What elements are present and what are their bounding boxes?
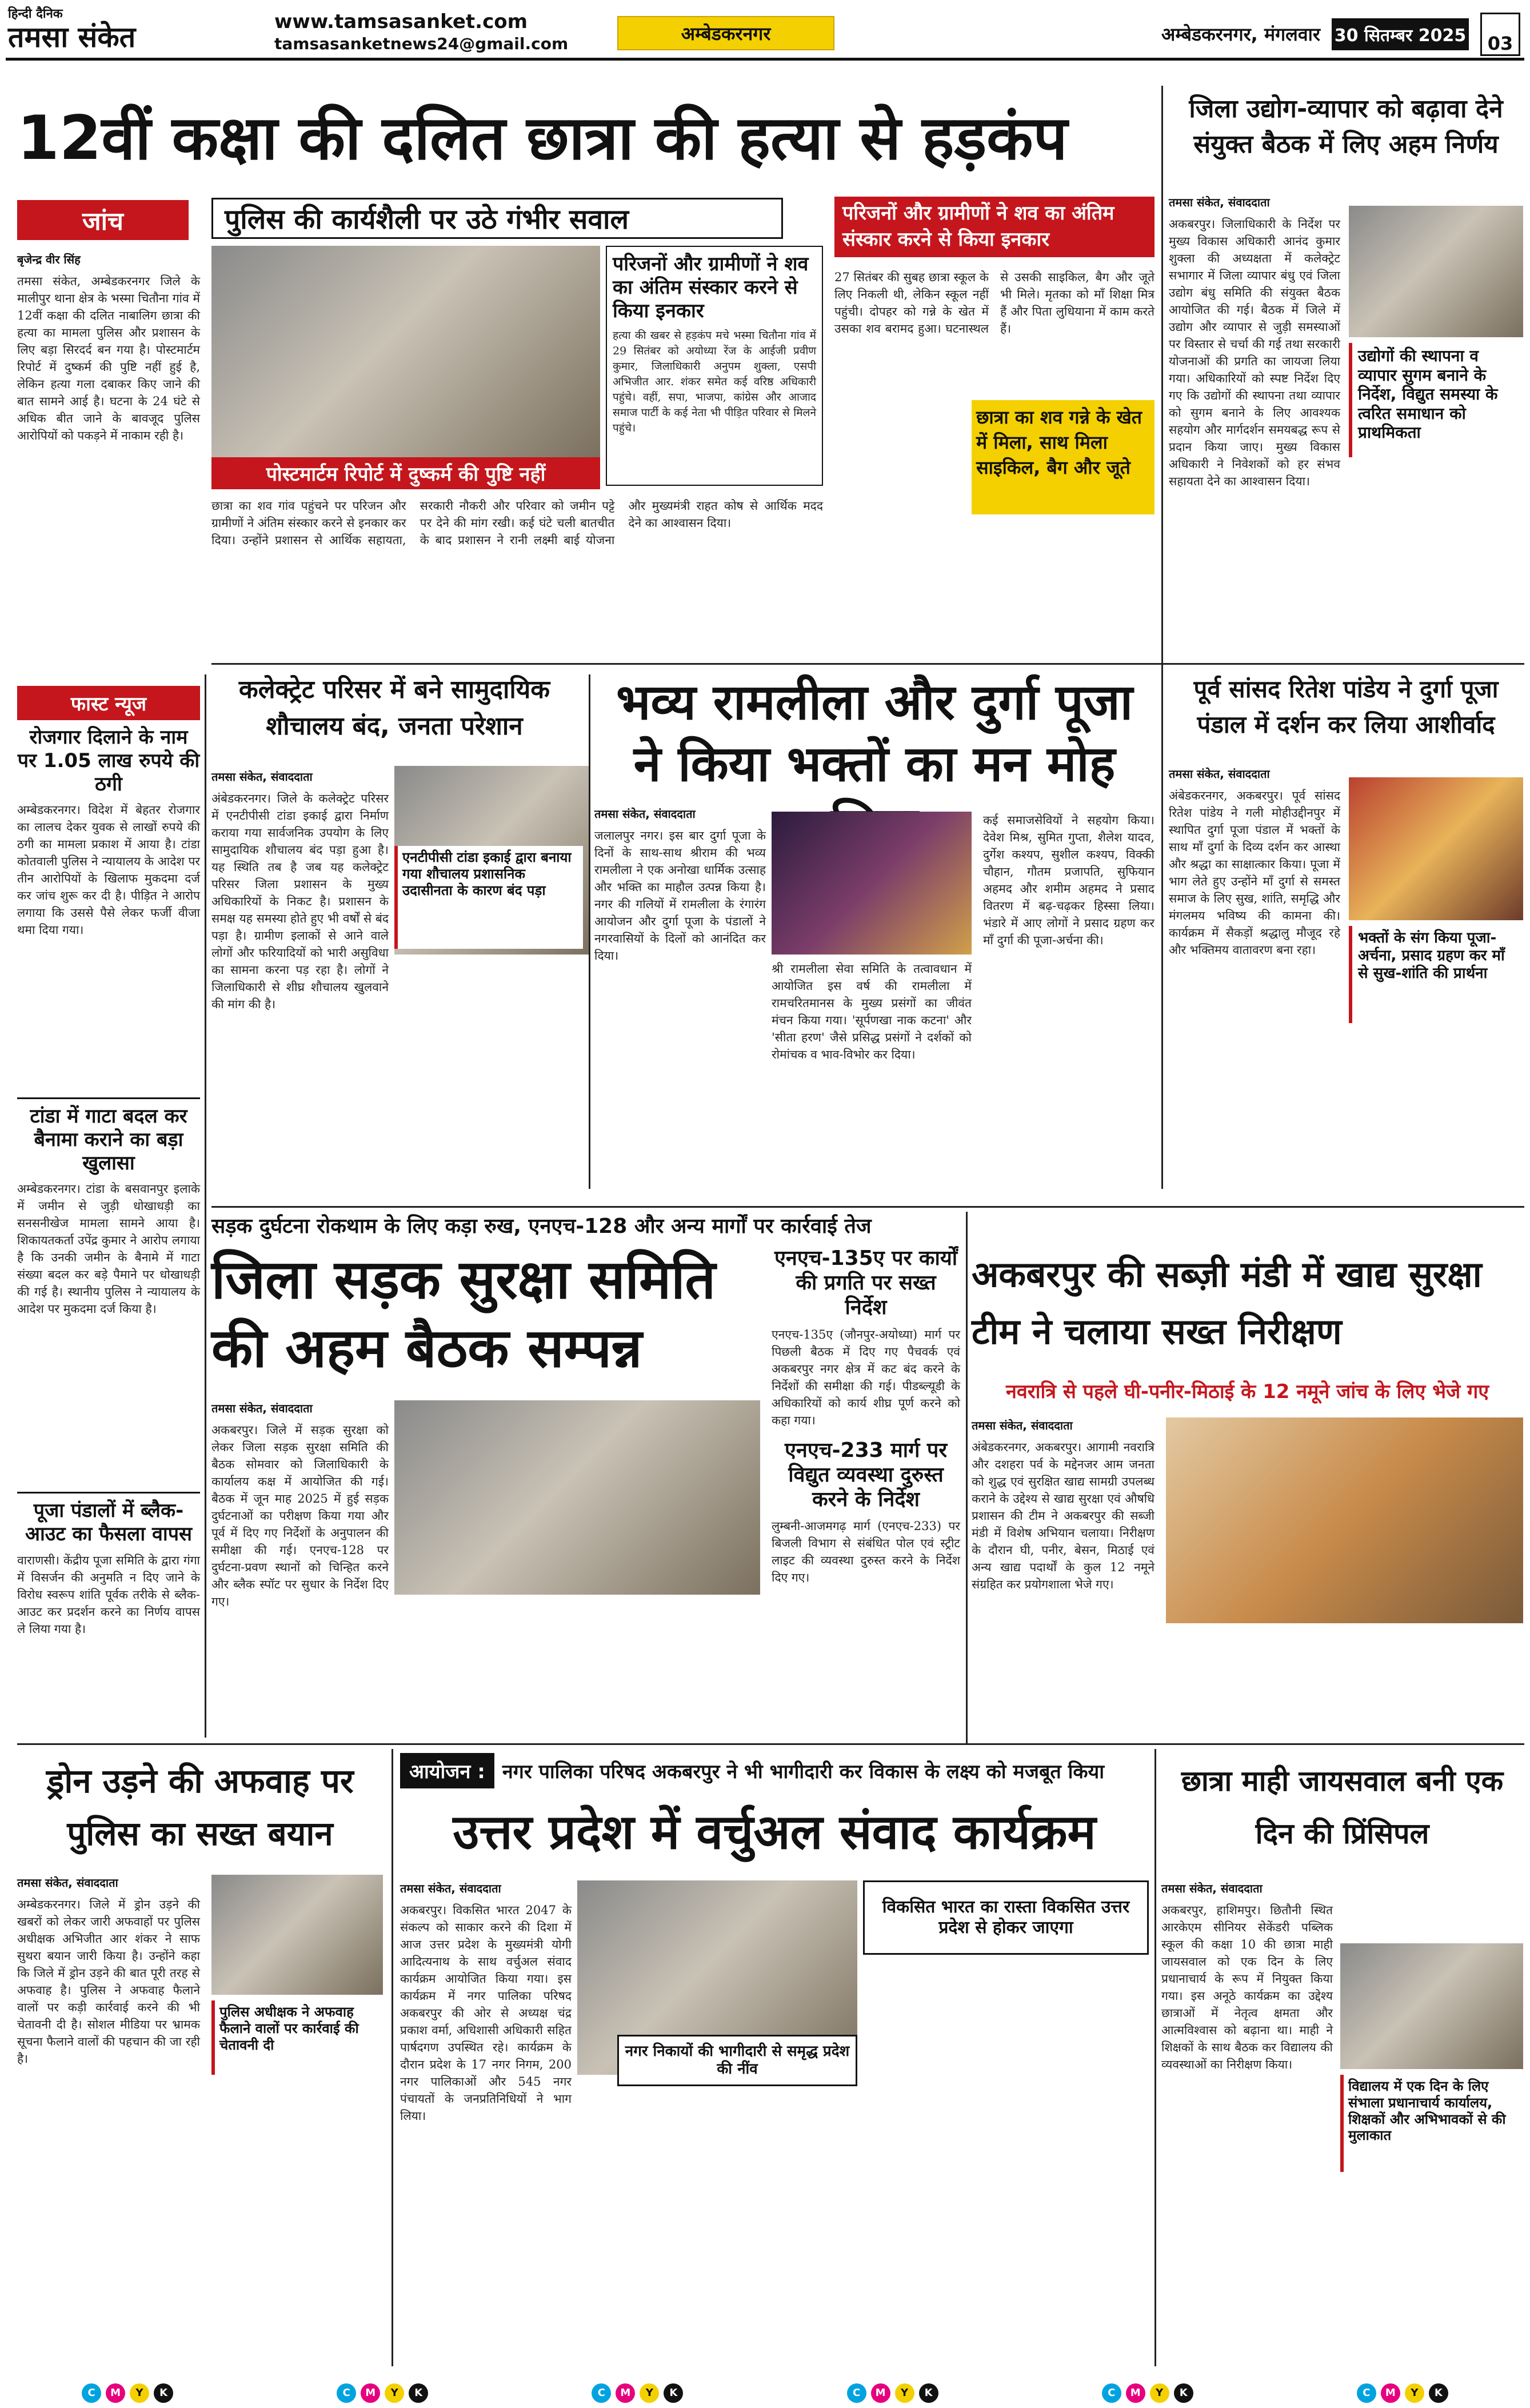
ritesh-body — [1169, 766, 1340, 1200]
footer-print-marks — [0, 2378, 1530, 2408]
road-byline: तमसा संकेत, संवाददाता — [211, 1401, 313, 1415]
cmyk-mark: C M Y K — [337, 2383, 428, 2403]
paper-logo — [8, 5, 259, 57]
fast-news-item1-head: रोजगार दिलाने के नाम पर 1.05 लाख रुपये की ठगी — [17, 726, 200, 796]
lead-yellow-head-text: छात्रा का शव गन्ने के खेत में मिला, साथ मिला साइकिल, बैग और जूते — [976, 406, 1142, 478]
section-text: अम्बेडकरनगर — [681, 22, 771, 45]
principal-caption-text: विद्यालय में एक दिन के लिए संभाला प्रधानाचार्य कार्यालय, शिक्षकों और अभिभावकों से की मुलाकात — [1348, 2078, 1506, 2144]
lead-photo-caption — [211, 457, 600, 489]
fast-news-item3-head: पूजा पंडालों में ब्लैक-आउट का फैसला वापस — [25, 1499, 192, 1546]
road-body — [211, 1400, 389, 1732]
lead-tag — [17, 200, 189, 240]
mandi-byline: तमसा संकेत, संवाददाता — [972, 1419, 1073, 1432]
lead-col1-text: तमसा संकेत, अम्बेडकरनगर जिले के मालीपुर थाना क्षेत्र के भस्मा चितौना गांव में 12वीं कक्षा की दलित नाबालिग छात्रा की हत्या का मामला पुलिस और प्रशासन के लिए बड़ा सिरदर्द बन गया है। पोस्टमार्टम रिपोर्ट में दुष्कर्म की पुष्टि नहीं हुई है, लेकिन हत्या गला दबाकर किए जाने की बात सामने आई है। घटना के 24 घंटे से अधिक बीत जाने के बावजूद पुलिस आरोपियों को पकड़ने में नाकाम रही है। — [17, 274, 200, 442]
lead-photo-main — [211, 246, 600, 457]
ramleela-byline: तमसा संकेत, संवाददाता — [594, 807, 696, 821]
lead-col4-text: 27 सितंबर की सुबह छात्रा स्कूल के लिए निकली थी, लेकिन स्कूल नहीं पहुंची। दोपहर को गन्ने के खेत में उसका शव बरामद हुआ। घटनास्थल से उसकी साइकिल, बैग और जूते भी मिले। मृतका को माँ शिक्षा मित्र हैं और पिता लुधियाना में काम करते हैं। — [834, 270, 1155, 336]
lead-yellow-head — [972, 400, 1155, 514]
fast-news-item1 — [17, 726, 200, 1092]
toilet-headline: कलेक्ट्रेट परिसर में बने सामुदायिक शौचालय बंद, जनता परेशान — [238, 675, 550, 741]
ritesh-caption-text: भक्तों के संग किया पूजा-अर्चना, प्रसाद ग्रहण कर माँ से सुख-शांति की प्रार्थना — [1358, 929, 1505, 983]
road-side2-text: लुम्बनी-आजमगढ़ मार्ग (एनएच-233) पर बिजली विभाग से संबंधित पोल एवं स्ट्रीट लाइट की व्यवस्था दुरुस्त करने के निर्देश दिए गए। — [772, 1519, 960, 1585]
virtual-photo-caption-text: नगर निकायों की भागीदारी से समृद्ध प्रदेश की नींव — [625, 2042, 850, 2078]
road-side1-head: एनएच-135ए पर कार्यों की प्रगति पर सख्त निर्देश — [774, 1247, 958, 1320]
virtual-box — [863, 1880, 1149, 1955]
principal-photo — [1340, 1943, 1523, 2069]
mandi-headline: अकबरपुर की सब्ज़ी मंडी में खाद्य सुरक्षा टीम ने चलाया सख्त निरीक्षण — [972, 1253, 1482, 1352]
divider-vertical-ramleela — [589, 674, 590, 1189]
ramleela-text2: श्री रामलीला सेवा समिति के तत्वावधान में आयोजित इस वर्ष की रामलीला में रामचरितमानस के मुख्य प्रसंगों का जीवंत मंचन किया गया। 'सूर्पणखा नाक कटना' और 'सीता हरण' जैसे प्रसिद्ध प्रसंगों ने दर्शकों को रोमांचक व भाव-विभोर कर दिया। — [772, 962, 972, 1061]
fast-news-label — [17, 686, 200, 720]
virtual-photo-caption — [617, 2035, 857, 2086]
industry-text: अकबरपुर। जिलाधिकारी के निर्देश पर मुख्य विकास अधिकारी आनंद कुमार शुक्ला की अध्यक्षता में कलेक्ट्रेट सभागार में जिला व्यापार बंधु एवं जिला उद्योग बंधु समिति की संयुक्त बैठक आयोजित की गई। बैठक में जिले में उद्योग और व्यापार से जुड़ी समस्याओं पर विस्तार से चर्चा की गई तथा सरकारी योजनाओं की प्रगति का जायजा लिया गया। अधिकारियों को स्पष्ट निर्देश दिए गए कि उद्योगों की स्थापना तथा व्यापार को सुगम बनाने के लिए आवश्यक सहयोग और मार्गदर्शन समयबद्ध रूप से प्रदान किया जाए। मुख्य विकास अधिकारी ने निवेशकों को हर संभव सहायता देने का आश्वासन दिया। — [1169, 217, 1340, 488]
divider-vertical-ritesh — [1161, 674, 1163, 1189]
lead-headline: 12वीं कक्षा की दलित छात्रा की हत्या से हड़कंप — [17, 103, 1068, 173]
lead-side-red-head — [834, 197, 1155, 257]
virtual-banner-label: आयोजन : — [400, 1753, 494, 1788]
road-headline: जिला सड़क सुरक्षा समिति की अहम बैठक सम्पन्न — [211, 1249, 716, 1380]
mandi-photo — [1166, 1417, 1523, 1623]
principal-caption — [1340, 2075, 1523, 2172]
virtual-headline: उत्तर प्रदेश में वर्चुअल संवाद कार्यक्रम — [453, 1804, 1096, 1860]
cmyk-mark: C M Y K — [592, 2383, 683, 2403]
industry-byline: तमसा संकेत, संवाददाता — [1169, 195, 1270, 209]
drone-headline: ड्रोन उड़ने की अफवाह पर पुलिस का सख्त बयान — [46, 1762, 354, 1853]
date-text: 30 सितम्बर 2025 — [1334, 25, 1467, 46]
industry-caption-text: उद्योगों की स्थापना व व्यापार सुगम बनाने के निर्देश, विद्युत समस्या के त्वरित समाधान को प्राथमिकता — [1358, 346, 1498, 442]
fast-news-label-text: फास्ट न्यूज — [70, 693, 147, 716]
cmyk-mark: C M Y K — [1357, 2383, 1448, 2403]
ritesh-text: अंबेडकरनगर, अकबरपुर। पूर्व सांसद रितेश पांडेय ने गली मोहीउद्दीनपुर में स्थापित दुर्गा पूजा पंडाल में भक्तों के साथ माँ दुर्गा के दिव्य दर्शन कर आस्था और श्रद्धा का साक्षात्कार किया। पूजा में भाग लेते हुए उन्होंने माँ दुर्गा से समस्त समाज के लिए सुख, शांति, समृद्धि और मंगलमय भविष्य की कामना की। कार्यक्रम में सैकड़ों श्रद्धालु मौजूद रहे और भक्तिमय वातावरण बना रहा। — [1169, 789, 1340, 957]
divider-vertical-principal — [1155, 1749, 1156, 2366]
ramleela-body1 — [594, 806, 766, 1200]
page-number-text: 03 — [1487, 33, 1513, 54]
masthead — [6, 3, 1524, 61]
fast-news-item2 — [17, 1097, 200, 1486]
drone-body — [17, 1875, 200, 2366]
paper-name: तमसा संकेत — [8, 21, 136, 54]
virtual-box-head: विकसित भारत का रास्ता विकसित उत्तर प्रदेश से होकर जाएगा — [882, 1897, 1130, 1938]
cmyk-mark: C M Y K — [847, 2383, 938, 2403]
lead-side-red-head-text: परिजनों और ग्रामीणों ने शव का अंतिम संस्कार करने से किया इनकार — [842, 202, 1114, 251]
fast-news-item1-text: अम्बेडकरनगर। विदेश में बेहतर रोजगार का लालच देकर युवक से लाखों रुपये की ठगी का मामला प्रकाश में आया है। टांडा कोतवाली पुलिस ने न्यायालय के आदेश पर तीन आरोपियों के खिलाफ मुकदमा दर्ज कर जांच शुरू कर दी है। पीड़ित ने आरोप लगाया कि उससे पैसे लेकर फर्जी वीजा थमा दिया गया। — [17, 803, 200, 937]
industry-caption — [1349, 343, 1523, 457]
virtual-byline: तमसा संकेत, संवाददाता — [400, 1882, 501, 1895]
lead-inner-head: परिजनों और ग्रामीणों ने शव का अंतिम संस्कार करने से किया इनकार — [613, 253, 809, 322]
lead-subhead-text: पुलिस की कार्यशैली पर उठे गंभीर सवाल — [225, 203, 629, 235]
drone-photo — [211, 1875, 383, 1995]
ritesh-photo — [1349, 777, 1523, 920]
mandi-subhead: नवरात्रि से पहले घी-पनीर-मिठाई के 12 नमूने जांच के लिए भेजे गए — [1005, 1380, 1489, 1403]
divider-vertical-left — [205, 674, 206, 1738]
fast-news-item2-head: टांडा में गाटा बदल कर बैनामा कराने का बड़ा खुलासा — [30, 1105, 187, 1175]
road-side2-head: एनएच-233 मार्ग पर विद्युत व्यवस्था दुरुस्त करने के निर्देश — [784, 1438, 948, 1511]
page-number — [1480, 13, 1520, 56]
divider-horizontal-1 — [211, 663, 1524, 665]
lead-col3-text: छात्रा का शव गांव पहुंचने पर परिजन और ग्रामीणों ने अंतिम संस्कार करने से इनकार कर दिया। उन्होंने प्रशासन से आर्थिक सहायता, सरकारी नौकरी और परिवार को जमीन पट्टे पर देने की मांग रखी। कई घंटे चली बातचीत के बाद प्रशासन ने रानी लक्ष्मी बाई योजना और मुख्यमंत्री राहत कोष से आर्थिक मदद देने का आश्वासन दिया। — [211, 499, 823, 547]
place-day: अम्बेडकरनगर, मंगलवार — [1161, 23, 1320, 45]
cmyk-mark: C M Y K — [1102, 2383, 1193, 2403]
virtual-body — [400, 1880, 572, 2366]
date-badge — [1332, 18, 1469, 50]
toilet-caption — [394, 846, 583, 949]
ramleela-text3: कई समाजसेवियों ने सहयोग किया। देवेश मिश्र, सुमित गुप्ता, शैलेश यादव, दुर्गेश कश्यप, सुशील कश्यप, विक्की चौहान, गौतम प्रजापति, सुफियान अहमद और शमीम अहमद ने प्रसाद वितरण में बढ़-चढ़कर हिस्सा लिया। भंडारे में आए लोगों ने प्रसाद ग्रहण कर माँ दुर्गा की पूजा-अर्चना की। — [983, 813, 1155, 947]
principal-byline: तमसा संकेत, संवाददाता — [1161, 1882, 1263, 1895]
principal-text: अकबरपुर, हाशिमपुर। छितौनी स्थित आरकेएम सीनियर सेकेंडरी पब्लिक स्कूल की कक्षा 10 की छात्रा माही जायसवाल को एक दिन के लिए प्रधानाचार्य के रूप में नियुक्त किया गया। इस अनूठे कार्यक्रम का उद्देश्य छात्राओं में नेतृत्व क्षमता और आत्मविश्वास को बढ़ाना था। माही ने शिक्षकों के साथ बैठक कर विद्यालय की व्यवस्थाओं का निरीक्षण किया। — [1161, 1903, 1333, 2071]
lead-byline: बृजेन्द्र वीर सिंह — [17, 253, 81, 266]
lead-col2-text: हत्या की खबर से हड़कंप मचे भस्मा चितौना गांव में 29 सितंबर को अयोध्या रेंज के आईजी प्रवीण कुमार, जिलाधिकारी अनुपम शुक्ला, एसपी अभिजीत आर. शंकर समेत कई वरिष्ठ अधिकारी पहुंचे। वहीं, सपा, भाजपा, कांग्रेस और आजाद समाज पार्टी के कई नेता भी पीड़ित परिवार से मिलने पहुंचे। — [613, 329, 816, 435]
toilet-byline: तमसा संकेत, संवाददाता — [211, 770, 313, 784]
divider-vertical-mandi — [966, 1212, 968, 1743]
virtual-banner — [400, 1752, 1149, 1789]
ramleela-headline: भव्य रामलीला और दुर्गा पूजा ने किया भक्तों का मन मोह — [616, 674, 1133, 793]
website-text: www.tamsasanket.com — [274, 10, 528, 33]
lead-photo-caption-text: पोस्टमार्टम रिपोर्ट में दुष्कर्म की पुष्टि नहीं — [266, 463, 546, 486]
fast-news-item3 — [17, 1492, 200, 1732]
lead-inner-box — [606, 246, 823, 486]
road-photo — [394, 1400, 760, 1595]
email-text: tamsasanketnews24@gmail.com — [274, 34, 569, 53]
ramleela-photo — [772, 812, 972, 955]
divider-horizontal-2 — [211, 1206, 1524, 1208]
road-kicker: सड़क दुर्घटना रोकथाम के लिए कड़ा रुख, एनएच-128 और अन्य मार्गों पर कार्रवाई तेज — [211, 1215, 872, 1238]
lead-subhead — [211, 198, 783, 239]
lead-tag-text: जांच — [82, 207, 123, 236]
drone-caption-text: पुलिस अधीक्षक ने अफवाह फैलाने वालों पर कार्रवाई की चेतावनी दी — [219, 2004, 359, 2053]
paper-small-title: हिन्दी दैनिक — [8, 7, 63, 21]
cmyk-mark: C M Y K — [82, 2383, 173, 2403]
drone-caption — [211, 2000, 383, 2075]
virtual-banner-text: नगर पालिका परिषद अकबरपुर ने भी भागीदारी कर विकास के लक्ष्य को मजबूत किया — [502, 1760, 1105, 1783]
fast-news-item2-text: अम्बेडकरनगर। टांडा के बसवानपुर इलाके में जमीन से जुड़ी धोखाधड़ी का सनसनीखेज मामला सामने आया है। शिकायतकर्ता उपेंद्र कुमार ने आरोप लगाया है कि उनकी जमीन के बैनामे में गाटा संख्या बदल कर बड़े पैमाने पर धोखाधड़ी की गई है। स्थानीय पुलिस ने न्यायालय के आदेश पर मुकदमा दर्ज किया है। — [17, 1182, 200, 1316]
road-text: अकबरपुर। जिले में सड़क सुरक्षा को लेकर जिला सड़क सुरक्षा समिति की बैठक सोमवार को जिलाधिकारी के कार्यालय कक्ष में आयोजित की गई। बैठक में जून माह 2025 में हुई सड़क दुर्घटनाओं का परीक्षण किया गया और पूर्व में दिए गए निर्देशों के अनुपालन की समीक्षा की गई। एनएच-128 पर दुर्घटना-प्रवण स्थानों को चिन्हित करने और ब्लैक स्पॉट पर सुधार के निर्देश दिए गए। — [211, 1423, 389, 1608]
industry-headline: जिला उद्योग-व्यापार को बढ़ावा देने संयुक्त बैठक में लिए अहम निर्णय — [1189, 94, 1503, 159]
ritesh-caption — [1349, 926, 1523, 1023]
toilet-text: अंबेडकरनगर। जिले के कलेक्ट्रेट परिसर में एनटीपीसी टांडा इकाई द्वारा निर्माण कराया गया सार्वजनिक उपयोग के लिए सामुदायिक शौचालय बंद पड़ा हुआ है। यह स्थिति तब है जब यह कलेक्ट्रेट परिसर जिला प्रशासन के मुख्य अधिकारियों के निकट है। प्रशासन के समक्ष यह समस्या होते हुए भी वर्षों से बंद पड़ा है। ग्रामीण इलाकों से आने वाले लोगों और फरियादियों को भारी असुविधा का सामना करना पड़ रहा है। लोगों ने जिलाधिकारी से शीघ्र शौचालय खुलवाने की मांग की है। — [211, 792, 389, 1011]
road-mid-box — [772, 1246, 960, 1732]
contact-info — [274, 10, 594, 58]
drone-text: अम्बेडकरनगर। जिले में ड्रोन उड़ने की खबरों को लेकर जारी अफवाहों पर पुलिस अधीक्षक अभिजीत आर शंकर ने साफ सुथरा बयान जारी किया है। उन्होंने कहा कि जिले में ड्रोन उड़ने की बात पूरी तरह से अफवाह है। पुलिस ने अफवाह फैलाने वालों पर कड़ी कार्रवाई करने की भी चेतावनी दी है। सोशल मीडिया पर भ्रामक सूचना फैलाने वालों की पहचान की जा रही है। — [17, 1898, 200, 2066]
road-side1-text: एनएच-135ए (जौनपुर-अयोध्या) मार्ग पर पिछली बैठक में दिए गए पैचवर्क एवं अकबरपुर नगर क्षेत्र में कट बंद करने के निर्देशों की समीक्षा की गई। पीडब्ल्यूडी के अधिकारियों को कार्य शीघ्र पूर्ण करने को कहा गया। — [772, 1327, 960, 1427]
divider-vertical-virtual — [392, 1749, 393, 2366]
mandi-body — [972, 1417, 1155, 1738]
section-label — [617, 16, 834, 50]
virtual-text: अकबरपुर। विकसित भारत 2047 के संकल्प को साकार करने की दिशा में आज उत्तर प्रदेश के मुख्यमंत्री योगी आदित्यनाथ के साथ वर्चुअल संवाद कार्यक्रम आयोजित किया गया। इस कार्यक्रम में नगर पालिका परिषद अकबरपुर की ओर से अध्यक्ष चंद्र प्रकाश वर्मा, अधिशासी अधिकारी सहित पार्षदगण उपस्थित रहे। कार्यक्रम के दौरान प्रदेश के 17 नगर निगम, 200 नगर पालिकाओं और 545 नगर पंचायतों के जनप्रतिनिधियों ने भाग लिया। — [400, 1903, 572, 2123]
ramleela-text1: जलालपुर नगर। इस बार दुर्गा पूजा के दिनों के साथ-साथ श्रीराम की भव्य रामलीला ने एक अनोखा धार्मिक उत्साह और भक्ति का माहौल उत्पन्न किया है। नगर की गलियों में रामलीला के रंगारंग आयोजन और दुर्गा पूजा के पंडालों ने नगरवासियों के दिलों को आनंदित कर दिया। — [594, 829, 766, 963]
toilet-caption-text: एनटीपीसी टांडा इकाई द्वारा बनाया गया शौचालय प्रशासनिक उदासीनता के कारण बंद पड़ा — [402, 849, 572, 898]
industry-photo — [1349, 206, 1523, 337]
mandi-text: अंबेडकरनगर, अकबरपुर। आगामी नवरात्रि और दशहरा पर्व के मद्देनजर आम जनता को शुद्ध एवं सुरक्षित खाद्य सामग्री उपलब्ध कराने के उद्देश्य से खाद्य सुरक्षा एवं औषधि प्रशासन की टीम ने अकबरपुर की सब्जी मंडी में विशेष अभियान चलाया। निरीक्षण के दौरान घी, पनीर, बेसन, मिठाई एवं अन्य खाद्य पदार्थों के कुल 12 नमूने संग्रहित कर प्रयोगशाला भेजे गए। — [972, 1440, 1155, 1591]
principal-body — [1161, 1880, 1333, 2366]
ritesh-byline: तमसा संकेत, संवाददाता — [1169, 767, 1270, 781]
ritesh-headline: पूर्व सांसद रितेश पांडेय ने दुर्गा पूजा पंडाल में दर्शन कर लिया आशीर्वाद — [1193, 675, 1499, 738]
drone-byline: तमसा संकेत, संवाददाता — [17, 1876, 118, 1890]
ramleela-body3 — [983, 812, 1155, 1200]
principal-headline: छात्रा माही जायसवाल बनी एक दिन की प्रिंसिपल — [1181, 1764, 1504, 1850]
fast-news-item3-text: वाराणसी। केंद्रीय पूजा समिति के द्वारा गंगा में विसर्जन की अनुमति न दिए जाने के विरोध स्वरूप शांति पूर्वक तरीके से ब्लैक-आउट कर प्रदर्शन करने का निर्णय वापस ले लिया गया है। — [17, 1553, 200, 1636]
divider-horizontal-3 — [17, 1743, 1524, 1745]
ramleela-body2 — [772, 960, 972, 1200]
